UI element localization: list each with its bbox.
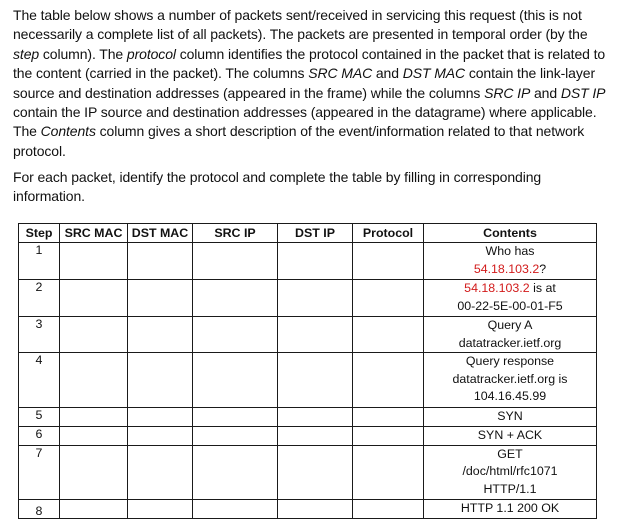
- protocol-cell[interactable]: [353, 408, 424, 427]
- step-cell: 8: [19, 499, 60, 518]
- dst-ip-cell[interactable]: [278, 353, 353, 408]
- contents-cell: GET /doc/html/rfc1071 HTTP/1.1: [424, 445, 597, 499]
- step-cell: 2: [19, 280, 60, 317]
- protocol-cell[interactable]: [353, 243, 424, 280]
- contents-cell: Query response datatracker.ietf.org is 104.16.45.99: [424, 353, 597, 408]
- contents-cell: Who has 54.18.103.2?: [424, 243, 597, 280]
- dst-mac-cell[interactable]: [128, 445, 193, 499]
- contents-cell: 54.18.103.2 is at 00-22-5E-00-01-F5: [424, 280, 597, 317]
- dst-mac-cell[interactable]: [128, 408, 193, 427]
- dst-mac-cell[interactable]: [128, 499, 193, 518]
- step-cell: 4: [19, 353, 60, 408]
- header-step: Step: [19, 224, 60, 243]
- header-src-mac: SRC MAC: [60, 224, 128, 243]
- table-row: [19, 408, 597, 427]
- src-mac-cell[interactable]: [60, 243, 128, 280]
- contents-cell: Query A datatracker.ietf.org: [424, 317, 597, 353]
- contents-cell: SYN + ACK: [424, 427, 597, 446]
- header-dst-ip: DST IP: [278, 224, 353, 243]
- step-cell: 5: [19, 408, 60, 427]
- dst-mac-cell[interactable]: [128, 243, 193, 280]
- dst-mac-cell[interactable]: [128, 317, 193, 353]
- step-cell: 6: [19, 427, 60, 446]
- protocol-cell[interactable]: [353, 499, 424, 518]
- src-ip-cell[interactable]: [193, 499, 278, 518]
- table-row: [19, 317, 597, 353]
- contents-cell: SYN: [424, 408, 597, 427]
- src-ip-cell[interactable]: [193, 445, 278, 499]
- src-ip-cell[interactable]: [193, 408, 278, 427]
- step-cell: 3: [19, 317, 60, 353]
- src-mac-cell[interactable]: [60, 499, 128, 518]
- protocol-cell[interactable]: [353, 445, 424, 499]
- src-ip-cell[interactable]: [193, 317, 278, 353]
- header-dst-mac: DST MAC: [128, 224, 193, 243]
- table-row: [19, 280, 597, 317]
- ip-address: 54.18.103.2: [464, 281, 530, 295]
- dst-ip-cell[interactable]: [278, 499, 353, 518]
- dst-ip-cell[interactable]: [278, 445, 353, 499]
- protocol-cell[interactable]: [353, 317, 424, 353]
- table-row: [19, 243, 597, 280]
- contents-cell: HTTP 1.1 200 OK: [424, 499, 597, 518]
- src-mac-cell[interactable]: [60, 280, 128, 317]
- src-ip-cell[interactable]: [193, 353, 278, 408]
- intro-paragraph: The table below shows a number of packets sent/received in servicing this request (this is not necessarily a complete list of all packets). The packets are presented in temporal order (by the step column). The protocol column identifies the protocol contained in the packet that is related to the content (carried in the packet). The columns SRC MAC and DST MAC contain the link-layer source and destination addresses (appeared in the frame) while the columns SRC IP and DST IP contain the IP source and destination addresses (appeared in the datagrame) where applicable. The Contents column gives a short description of the event/information related to that network protocol.: [13, 7, 606, 159]
- dst-ip-cell[interactable]: [278, 317, 353, 353]
- header-protocol: Protocol: [353, 224, 424, 243]
- dst-ip-cell[interactable]: [278, 280, 353, 317]
- src-ip-cell[interactable]: [193, 280, 278, 317]
- table-row: [19, 499, 597, 518]
- instruction-paragraph: For each packet, identify the protocol and complete the table by filling in corresponding information.: [13, 169, 542, 205]
- step-cell: 7: [19, 445, 60, 499]
- dst-mac-cell[interactable]: [128, 353, 193, 408]
- header-contents: Contents: [424, 224, 597, 243]
- protocol-cell[interactable]: [353, 353, 424, 408]
- table-row: [19, 427, 597, 446]
- packet-table: [18, 223, 597, 519]
- src-mac-cell[interactable]: [60, 408, 128, 427]
- ip-address: 54.18.103.2: [473, 261, 540, 276]
- src-ip-cell[interactable]: [193, 427, 278, 446]
- src-mac-cell[interactable]: [60, 317, 128, 353]
- src-mac-cell[interactable]: [60, 445, 128, 499]
- step-cell: 1: [19, 243, 60, 280]
- dst-ip-cell[interactable]: [278, 427, 353, 446]
- table-row: [19, 445, 597, 499]
- dst-ip-cell[interactable]: [278, 408, 353, 427]
- protocol-cell[interactable]: [353, 280, 424, 317]
- dst-ip-cell[interactable]: [278, 243, 353, 280]
- src-ip-cell[interactable]: [193, 243, 278, 280]
- header-src-ip: SRC IP: [193, 224, 278, 243]
- src-mac-cell[interactable]: [60, 353, 128, 408]
- dst-mac-cell[interactable]: [128, 427, 193, 446]
- table-row: [19, 353, 597, 408]
- src-mac-cell[interactable]: [60, 427, 128, 446]
- dst-mac-cell[interactable]: [128, 280, 193, 317]
- protocol-cell[interactable]: [353, 427, 424, 446]
- table-header-row: [19, 224, 597, 243]
